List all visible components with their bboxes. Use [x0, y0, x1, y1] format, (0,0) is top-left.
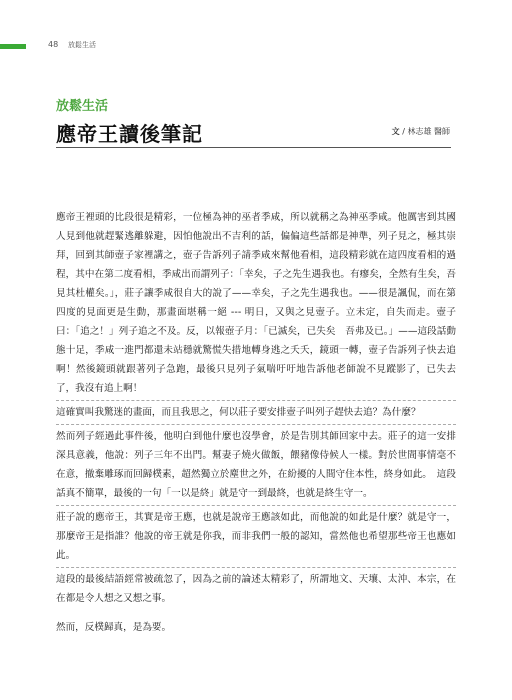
- paragraph-6: 然而，反樸歸真，是為要。: [56, 622, 172, 633]
- paragraph-3: 然而列子經過此事件後，他明白到他什麼也沒學會，於是告別其師回家中去。莊子的這一安排深具意義，他說：列子三年不出門。幫妻子燒火做飯，餵豬像侍候人一樣。對於世間事情毫不在意，撤棄雕琢而回歸樸素，超然獨立於塵世之外，在紛擾的人間守住本性，終身如此。 這段話真不簡單，最後的一句「一以是終」就是守一到最終，也就是終生守一。: [56, 431, 456, 499]
- paragraph-1: 應帝王裡頭的比段很是精彩，一位極為神的巫者季咸，所以就稱之為神巫季咸。他厲害到其國人見到他就趕緊逃離躲避，因怕他說出不吉利的話，偏偏這些話都是神準，列子見之，極其崇拜，回到其師壺子家裡講之，壺子告訴列子請季咸來幫他看相，這段精彩就在這四度看相的過程，其中在第二度看相，季咸出而謂列子：「幸矣，子之先生遇我也。有瘳矣，全然有生矣，吾見其杜權矣。」，莊子讓季咸很自大的說了——幸矣，子之先生遇我也。——很是諷侃，而在第四度的見面更是生動，那畫面堪稱一絕 --- 明日，又與之見壺子。立未定，自失而走。壺子曰：「追之！」列子追之不及。反，以報壺子月：「已滅矣，已失矣 吾弗及已。」——這段話動態十足，季咸一進門都還未站穩就驚慌失措地轉身逃之夭夭，鏡頭一轉，壺子告訴列子快去追啊！然後鏡頭就跟著列子急跑，最後只見列子氣喘吁吁地告訴他老師說不見蹤影了，已失去了，我沒有追上啊！: [56, 212, 456, 394]
- article-body: [56, 208, 456, 637]
- paragraph-2: 這確實叫我驚迷的畫面，而且我思之，何以莊子要安排壺子叫列子趕快去追？為什麼？: [56, 407, 421, 418]
- dashed-divider: [56, 505, 456, 506]
- running-header: [0, 40, 512, 52]
- page-number: 48: [48, 40, 59, 49]
- dashed-divider: [56, 567, 456, 568]
- header-accent-bar: [0, 44, 26, 49]
- paragraph-5: 這段的最後結語經常被疏忽了，因為之前的論述太精彩了，所謂地文、天壤、太沖、本宗，在在都是令人想之又想之事。: [56, 574, 456, 604]
- running-section-title: 放鬆生活: [68, 41, 96, 49]
- dashed-divider: [56, 424, 456, 425]
- byline: [392, 126, 450, 137]
- article-title: 應帝王讀後筆記: [56, 122, 203, 146]
- byline-lead: 文: [391, 127, 400, 136]
- byline-author: / 林志雄 醫師: [402, 127, 450, 136]
- paragraph-gap: [56, 608, 456, 618]
- paragraph-4: 莊子說的應帝王，其實是帝王應，也就是說帝王應該如此，而他說的如此是什麼？就是守一，那麼帝王是指誰？他說的帝王就是你我，而非我們一般的認知，當然他也希望那些帝王也應如此。: [56, 512, 456, 561]
- dashed-divider: [56, 400, 456, 401]
- title-rule: [56, 147, 451, 148]
- column-category: 放鬆生活: [56, 99, 109, 114]
